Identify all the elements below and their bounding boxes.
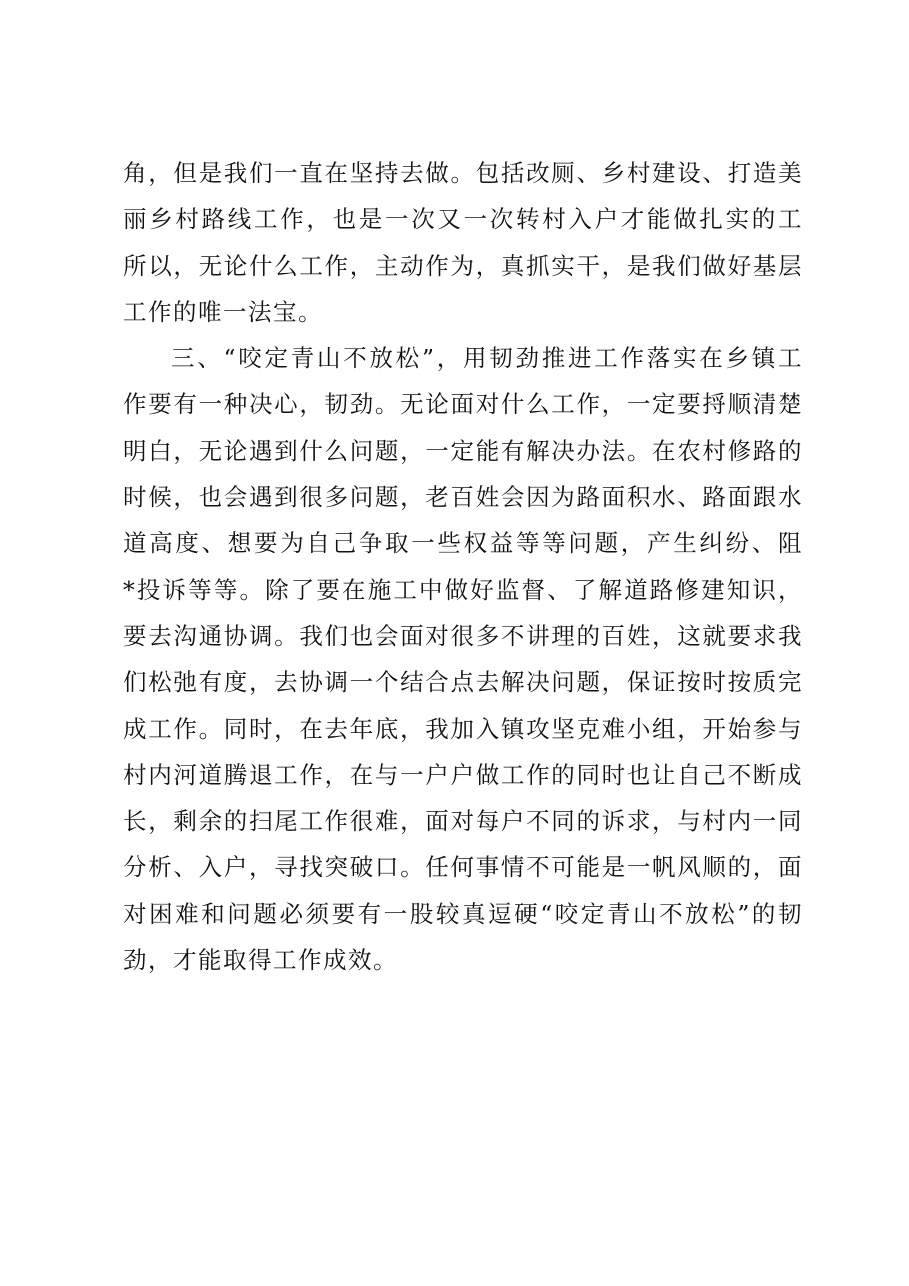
text-line: 所以，无论什么工作，主动作为，真抓实干，是我们做好基层 bbox=[123, 251, 803, 280]
paragraph-heading-line: 三、“咬定青山不放松”，用韧劲推进工作落实在乡镇工 bbox=[171, 344, 803, 373]
text-line: 时候，也会遇到很多问题，老百姓会因为路面积水、路面跟水 bbox=[123, 483, 803, 512]
text-line: 作要有一种决心，韧劲。无论面对什么工作，一定要捋顺清楚 bbox=[123, 390, 803, 419]
text-line: 丽乡村路线工作，也是一次又一次转村入户才能做扎实的工 bbox=[123, 205, 803, 234]
text-line: 角，但是我们一直在坚持去做。包括改厕、乡村建设、打造美 bbox=[123, 159, 803, 187]
document-body bbox=[123, 150, 803, 983]
text-line: 成工作。同时，在去年底，我加入镇攻坚克难小组，开始参与 bbox=[123, 714, 803, 743]
text-line: 工作的唯一法宝。 bbox=[123, 297, 323, 326]
text-line: 长，剩余的扫尾工作很难，面对每户不同的诉求，与村内一同 bbox=[123, 807, 803, 836]
text-line: 劲，才能取得工作成效。 bbox=[123, 946, 398, 975]
text-line: 对困难和问题必须要有一股较真逗硬“咬定青山不放松”的韧 bbox=[123, 899, 803, 928]
text-line: 们松弛有度，去协调一个结合点去解决问题，保证按时按质完 bbox=[123, 668, 803, 697]
text-line: 道高度、想要为自己争取一些权益等等问题，产生纠纷、阻 bbox=[123, 529, 803, 558]
text-line: *投诉等等。除了要在施工中做好监督、了解道路修建知识， bbox=[123, 575, 803, 604]
text-line: 村内河道腾退工作，在与一户户做工作的同时也让自己不断成 bbox=[123, 760, 803, 789]
text-line: 分析、入户，寻找突破口。任何事情不可能是一帆风顺的，面 bbox=[123, 853, 803, 882]
text-line: 明白，无论遇到什么问题，一定能有解决办法。在农村修路的 bbox=[123, 436, 803, 465]
text-line: 要去沟通协调。我们也会面对很多不讲理的百姓，这就要求我 bbox=[123, 621, 803, 650]
